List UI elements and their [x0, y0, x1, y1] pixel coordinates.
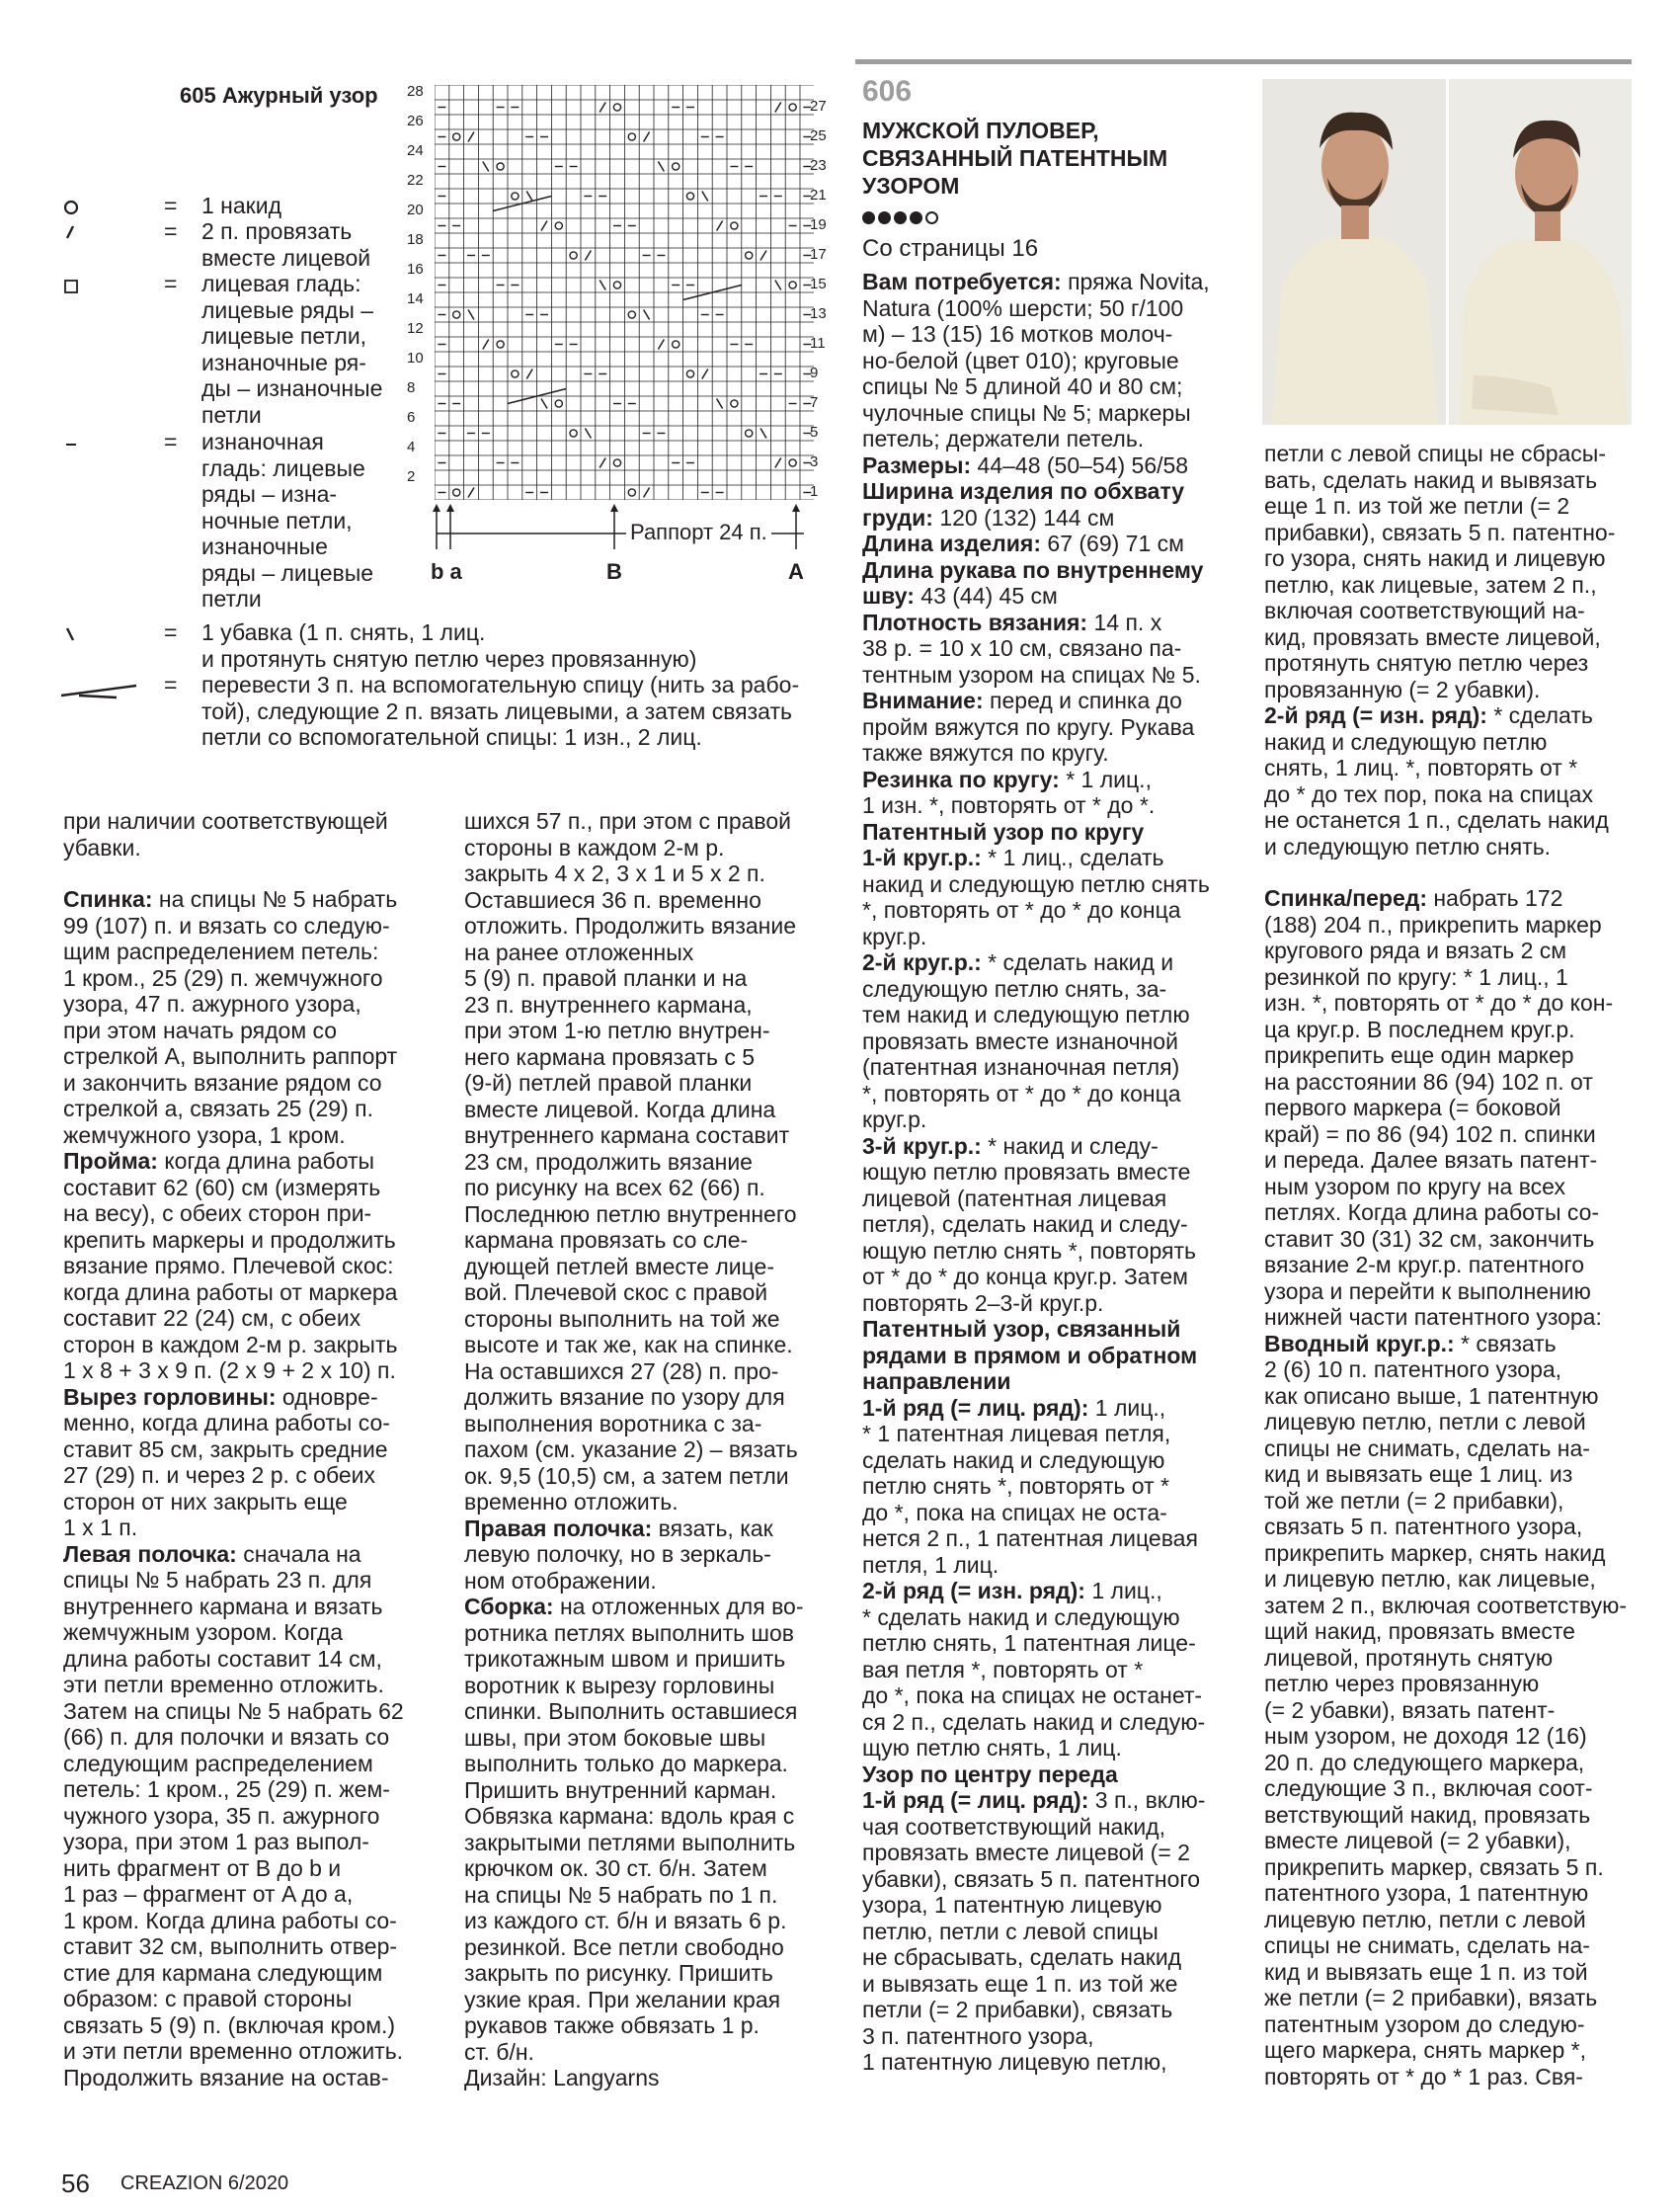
paragraph-heading: Сборка: — [464, 1594, 554, 1619]
chart-row-number: 11 — [810, 335, 826, 352]
paragraph — [63, 886, 458, 1148]
chart-yarn-over-mark — [789, 459, 796, 466]
text-column-left — [63, 808, 458, 2090]
legend-eq: = — [164, 619, 178, 645]
legend-text: изнаночная гладь: лицевые ряды – изна- ночные петли, изнаночные ряды – лицевые петли — [201, 429, 374, 612]
chart-yarn-over-mark — [570, 430, 577, 437]
paragraph-heading: Левая полочка: — [63, 1540, 237, 1567]
paragraph-heading: Патентный узор по кругу — [862, 818, 1145, 845]
paragraph-gap — [1264, 860, 1649, 885]
paragraph-text: * накид и следу- ющую петлю провязать вместе лицевой (патентная лицевая петля), сделать накид и следу- ющую петлю снять *, повторять от * до * до конца круг.р. Затем повторять 2–3-й круг.р. — [862, 1132, 1196, 1316]
chart-k2tog-mark — [526, 369, 532, 379]
chart-yarn-over-mark — [555, 400, 562, 407]
paragraph — [1264, 885, 1649, 1331]
paragraph-text: * связать 2 (6) 10 п. патентного узора, как описано выше, 1 патентную лицевую петлю, петли с левой спицы не снимать, сделать на- кид и вывязать еще 1 лиц. из той же петли (= 2 прибавки), связать 5 п. патентного узора, прикрепить маркер, снять накид и лицевую петлю, как лицевые, затем 2 п., включая соответствую- щий накид, провязать вместе лицевой, протянуть снятую петлю через провязанную (= 2 убавки), вязать патент- ным узором, не доходя 12 (16) 20 п. до следующего маркера, следующие 3 п., включая соот- ветствующий накид, провязать вместе лицевой (= 2 убавки), прикрепить маркер, связать 5 п. патентного узора, 1 патентную лицевую петлю, петли с левой спицы не снимать, сделать на- кид и вывязать еще 1 п. из той же петли (= 2 прибавки), вязать патентным узором до следую- щего маркера, снять маркер *, повторять от * до * 1 раз. Свя- — [1264, 1330, 1628, 2089]
paragraph-heading: Длина рукава по внутреннему шву: — [862, 556, 1204, 609]
paragraph-text: шихся 57 п., при этом с правой стороны в каждом 2-м р. закрыть 4 х 2, 3 х 1 и 5 х 2 п. Оставшиеся 36 п. временно отложить. Продолжить вязание на ранее отложенных 5 (9) п. правой планки и на 23 п. внутреннего кармана, при этом 1-ю петлю внутрен- него кармана провязать с 5 (9-й) петлей правой планки вместе лицевой. Когда длина внутреннего кармана составит 23 см, продолжить вязание по рисунку на всех 62 (66) п. Последнюю петлю внутреннего кармана провязать со сле- дующей петлей вместе лице- вой. Плечевой скос с правой стороны выполнить на той же высоте и так же, как на спинке. На оставшихся 27 (28) п. про- должить вязание по узору для выполнения воротника с за- пахом (см. указание 2) – вязать ок. 9,5 (10,5) см, а затем петли временно отложить. — [464, 808, 798, 1515]
chart-yarn-over-mark — [453, 311, 460, 318]
chart-skpo-mark — [600, 281, 605, 290]
chart-row-number: 6 — [407, 409, 416, 426]
chart-label-b-a: b a — [431, 559, 462, 584]
paragraph — [464, 1594, 849, 2065]
chart-skpo-mark — [541, 399, 547, 409]
text-column-middle — [464, 808, 849, 2091]
chart-row-number: 23 — [810, 157, 827, 174]
paragraph — [862, 478, 1257, 531]
chart-row-number: 4 — [407, 439, 416, 455]
section-divider — [855, 59, 1632, 64]
paragraph — [862, 531, 1257, 557]
chart-yarn-over-mark — [570, 252, 577, 259]
paragraph-text: сначала на спицы № 5 набрать 23 п. для внутреннего кармана и вязать жемчужным узором. Когда длина работы составит 14 см, эти петли временно отложить. Затем на спицы № 5 набрать 62 (66) п. для полочки и вязать со следующим распределением петель: 1 кром., 25 (29) п. жем- чужного узора, 35 п. ажурного узора, при этом 1 раз выпол- нить фрагмент от B до b и 1 раз – фрагмент от A до a, 1 кром. Когда длина работы со- ставит 32 см, выполнить отвер- стие для кармана следующим образом: с правой стороны связать 5 (9) п. (включая кром.) и эти петли временно отложить. Продолжить вязание на остав- — [63, 1540, 404, 2090]
paragraph — [63, 1148, 458, 1384]
chart-row-number: 17 — [810, 246, 827, 263]
paragraph — [63, 1541, 458, 2091]
paragraph-text: 1 лиц., * 1 патентная лицевая петля, сделать накид и следующую петлю снять *, повторять от * до *, пока на спицах не оста- нется 2 п., 1 патентная лицевая петля, 1 лиц. — [862, 1394, 1198, 1578]
chart-k2tog-mark — [658, 340, 664, 350]
chart-skpo-mark — [717, 399, 723, 409]
chart-skpo-mark — [702, 192, 708, 202]
legend-text: 1 накид — [201, 193, 282, 218]
paragraph-text: петли с левой спицы не сбрасы- вать, сделать накид и вывязать еще 1 п. из той же петли (= 2 прибавки), связать 5 п. патентно- го узора, снять накид и лицевую петлю, как лицевые, затем 2 п., включая соответствующий на- кид, провязать вместе лицевой, протянуть снятую петлю через провязанную (= 2 убавки). — [1264, 441, 1616, 702]
paragraph — [464, 1516, 849, 1595]
legend-text: перевести 3 п. на вспомогательную спицу (нить за рабо- той), следующие 2 п. вязать лицевыми, а затем связать петли со вспомогательной спицы: 1 изн., 2 лиц. — [201, 672, 800, 750]
legend-text: лицевая гладь: лицевые ряды – лицевые петли, изнаночные ря- ды – изнаночные петли — [201, 271, 383, 428]
chart-row-number: 5 — [810, 424, 819, 441]
paragraph — [862, 1761, 1257, 1788]
text-column-right-2 — [1264, 441, 1649, 2089]
chart-yarn-over-mark — [731, 222, 738, 229]
paragraph-heading: 3-й круг.р.: — [862, 1132, 982, 1159]
legend-text: 1 убавка (1 п. снять, 1 лиц. и протянуть снятую петлю через провязанную) — [201, 619, 697, 672]
chart-row-number: 28 — [407, 83, 424, 100]
chart-yarn-over-mark — [746, 430, 753, 437]
chart-grid — [435, 85, 814, 500]
paragraph-heading: 1-й ряд (= лиц. ряд): — [862, 1787, 1089, 1813]
paragraph — [862, 1316, 1257, 1395]
chart-yarn-over-mark — [453, 489, 460, 496]
article-title: МУЖСКОЙ ПУЛОВЕР, СВЯЗАННЫЙ ПАТЕНТНЫМ УЗОРОМ — [862, 118, 1168, 199]
chart-row-number: 25 — [810, 127, 827, 144]
paragraph-text: когда длина работы составит 62 (60) см (измерять на весу), с обеих сторон при- крепить маркеры и продолжить вязание прямо. Плечевой скос: когда длина работы от маркера составит 22 (24) см, с обеих сторон в каждом 2-м р. закрыть 1 х 8 + 3 х 9 п. (2 х 9 + 2 х 10) п. — [63, 1148, 398, 1383]
chart-skpo-mark — [585, 429, 591, 439]
paragraph — [862, 269, 1257, 452]
legend-eq: = — [164, 429, 178, 454]
chart-k2tog-mark — [775, 103, 781, 113]
paragraph — [862, 1133, 1257, 1317]
chart-row-number: 27 — [810, 98, 827, 115]
chart-yarn-over-mark — [628, 489, 635, 496]
paragraph-text: пряжа Novita, Natura (100% шерсти; 50 г/100 м) – 13 (15) 16 мотков молоч- но-белой (цвет 010); круговые спицы № 5 длиной 40 и 80 см; чулочные спицы № 5; маркеры петель; держатели петель. — [862, 269, 1210, 451]
chart-row-number: 24 — [407, 142, 424, 159]
paragraph-heading: 2-й ряд (= изн. ряд): — [862, 1578, 1085, 1603]
paragraph — [862, 610, 1257, 689]
chart-skpo-mark — [644, 310, 650, 320]
legend-eq: = — [164, 271, 178, 296]
paragraph-text: * 1 лиц., сделать накид и следующую петлю снять *, повторять от * до * до конца круг.р. — [862, 845, 1210, 949]
chart-yarn-over-mark — [746, 252, 753, 259]
chart-row-number: 9 — [810, 365, 819, 381]
paragraph-heading: Спинка: — [63, 886, 153, 912]
paragraph-gap — [63, 860, 458, 886]
chart-label-A: A — [788, 559, 804, 584]
article-number: 606 — [862, 75, 913, 108]
chart-row-number: 22 — [407, 172, 424, 189]
chart-row-number: 1 — [810, 483, 819, 500]
paragraph-heading: Вводный круг.р.: — [1264, 1330, 1455, 1356]
chart-row-number: 15 — [810, 276, 827, 292]
chart-k2tog-mark — [600, 103, 605, 113]
repeat-label: Раппорт 24 п. — [626, 520, 771, 545]
knit-square-icon — [57, 273, 85, 300]
pattern-605-title: 605 Ажурный узор — [180, 83, 378, 108]
chart-yarn-over-mark — [686, 370, 693, 377]
difficulty-dot-filled-icon — [894, 211, 907, 224]
text-column-right-1 — [862, 269, 1257, 2076]
legend-text: 2 п. провязать вместе лицевой — [201, 218, 371, 271]
chart-k2tog-mark — [541, 221, 547, 231]
paragraph-heading: Пройма: — [63, 1148, 158, 1174]
paragraph-text: Дизайн: Langyarns — [464, 2065, 660, 2090]
chart-row-number: 14 — [407, 290, 424, 307]
chart-yarn-over-mark — [628, 133, 635, 140]
from-page-note: Со страницы 16 — [862, 235, 1039, 262]
chart-yarn-over-mark — [789, 104, 796, 111]
legend-eq: = — [164, 672, 178, 697]
chart-k2tog-mark — [600, 458, 605, 468]
paragraph-text: 44–48 (50–54) 56/58 — [971, 451, 1189, 478]
paragraph-text: на спицы № 5 набрать 99 (107) п. и вязать со следую- щим распределением петель: 1 кром., 25 (29) п. жемчужного узора, 47 п. ажурного узора, при этом начать рядом со стрелкой A, выполнить раппорт и закончить вязание рядом со стрелкой a, связать 25 (29) п. жемчужного узора, 1 кром. — [63, 886, 398, 1148]
paragraph-text: 1 лиц., * сделать накид и следующую петлю снять, 1 патентная лице- вая петля *, повторять от * до *, пока на спицах не останет- ся 2 п., сделать накид и следую- щую петлю снять, 1 лиц. — [862, 1578, 1206, 1761]
chart-yarn-over-mark — [512, 370, 519, 377]
yarn-over-circle-icon — [57, 194, 85, 221]
paragraph-heading: Спинка/перед: — [1264, 885, 1428, 911]
paragraph-text: 14 п. х 38 р. = 10 х 10 см, связано па- тентным узором на спицах № 5. — [862, 609, 1201, 688]
difficulty-rating — [862, 211, 938, 224]
difficulty-dot-filled-icon — [862, 211, 875, 224]
paragraph-text: * 1 лиц., 1 изн. *, повторять от * до *. — [862, 766, 1156, 818]
chart-k2tog-mark — [702, 369, 708, 379]
paragraph-heading: 1-й ряд (= лиц. ряд): — [862, 1394, 1089, 1421]
chart-yarn-over-mark — [613, 104, 620, 111]
chart-yarn-over-mark — [453, 133, 460, 140]
chart-yarn-over-mark — [497, 341, 504, 348]
paragraph-heading: Узор по центру переда — [862, 1761, 1118, 1787]
chart-yarn-over-mark — [497, 163, 504, 170]
paragraph — [862, 1787, 1257, 2076]
chart-yarn-over-mark — [628, 311, 635, 318]
paragraph-text: 3 п., вклю- чая соответствующий накид, провязать вместе лицевой (= 2 убавки), связать 5 п. патентного узора, 1 патентную лицевую петлю, петли с левой спицы не сбрасывать, сделать накид и вывязать еще 1 п. из той же петли (= 2 прибавки), связать 3 п. патентного узора, 1 патентную лицевую петлю, — [862, 1787, 1206, 2075]
chart-row-number: 20 — [407, 202, 424, 218]
chart-row-number: 16 — [407, 261, 424, 278]
chart-yarn-over-mark — [673, 163, 680, 170]
paragraph-heading: Правая полочка: — [464, 1515, 653, 1541]
paragraph-text: на отложенных для во- ротника петлях выполнить шов трикотажным швом и пришить воротник к вырезу горловины спинки. Выполнить оставшиеся швы, при этом боковые швы выполнить только до маркера. Пришить внутренний карман. Обвязка кармана: вдоль края с закрытыми петлями выполнить крючком ок. 30 ст. б/н. Затем на спицы № 5 набрать по 1 п. из каждого ст. б/н и вязать 6 р. резинкой. Все петли свободно закрыть по рисунку. Пришить узкие края. При желании края рукавов также обвязать 1 р. ст. б/н. — [464, 1594, 804, 2065]
chart-k2tog-mark — [717, 221, 723, 231]
chart-k2tog-mark — [644, 132, 650, 142]
chart-skpo-mark — [468, 310, 474, 320]
chart-skpo-mark — [760, 429, 766, 439]
chart-k2tog-mark — [760, 251, 766, 261]
page-number: 56 — [61, 2169, 90, 2198]
chart-yarn-over-mark — [613, 282, 620, 288]
paragraph — [63, 808, 458, 860]
paragraph — [862, 767, 1257, 819]
cable-cross-icon — [57, 678, 140, 705]
chart-row-number: 26 — [407, 113, 424, 129]
paragraph-text: 43 (44) 45 см — [914, 583, 1058, 609]
paragraph-heading: 1-й круг.р.: — [862, 845, 982, 870]
chart-yarn-over-mark — [686, 193, 693, 200]
chart-skpo-mark — [775, 281, 781, 290]
chart-row-number: 13 — [810, 305, 827, 322]
paragraph-text: вязать, как левую полочку, но в зеркаль- ном отображении. — [464, 1515, 773, 1594]
purl-dash-icon — [57, 431, 85, 458]
chart-row-number: 8 — [407, 379, 416, 396]
paragraph-heading: 2-й круг.р.: — [862, 949, 982, 975]
chart-row-number: 10 — [407, 350, 424, 367]
paragraph-heading: Вырез горловины: — [63, 1383, 277, 1410]
paragraph-text: при наличии соответствующей убавки. — [63, 808, 388, 860]
paragraph — [1264, 1331, 1649, 2090]
paragraph-text: набрать 172 (188) 204 п., прикрепить маркер кругового ряда и вязать 2 см резинкой по кругу: * 1 лиц., 1 изн. *, повторять от * до * до кон- ца круг.р. В последнем круг.р. прикрепить еще один маркер на расстоянии 86 (94) 102 п. от первого маркера (= боковой край) = по 86 (94) 102 п. спинки и переда. Далее вязать патент- ным узором по кругу на всех петлях. Когда длина работы со- ставит 30 (31) 32 см, закончить вязание 2-м круг.р. патентного узора и перейти к выполнению нижней части патентного узора: — [1264, 885, 1614, 1330]
paragraph-heading: Ширина изделия по обхвату груди: — [862, 478, 1185, 531]
magazine-issue: CREAZION 6/2020 — [120, 2172, 289, 2194]
chart-yarn-over-mark — [613, 459, 620, 466]
paragraph-heading: 2-й ряд (= изн. ряд): — [1264, 702, 1487, 728]
chart-yarn-over-mark — [731, 400, 738, 407]
difficulty-dot-filled-icon — [910, 211, 922, 224]
paragraph-text: 120 (132) 144 см — [932, 504, 1115, 531]
paragraph-text: * сделать накид и следующую петлю снять, 1 лиц. *, повторять от * до * до тех пор, пока на спицах не останется 1 п., сделать накид и следующую петлю снять. — [1264, 702, 1609, 860]
chart-yarn-over-mark — [673, 341, 680, 348]
paragraph-heading: Патентный узор, связанный рядами в прямом и обратном направлении — [862, 1316, 1198, 1394]
legend-eq: = — [164, 218, 178, 244]
chart-k2tog-mark — [468, 132, 474, 142]
paragraph — [464, 808, 849, 1516]
chart-k2tog-mark — [468, 488, 474, 498]
chart-k2tog-mark — [644, 488, 650, 498]
chart-skpo-mark — [526, 192, 532, 202]
paragraph-text: * сделать накид и следующую петлю снять, за- тем накид и следующую петлю провязать вместе изнаночной (патентная изнаночная петля) *, повторять от * до * до конца круг.р. — [862, 949, 1190, 1132]
chart-yarn-over-mark — [789, 282, 796, 288]
paragraph — [862, 557, 1257, 610]
difficulty-dot-empty-icon — [925, 211, 938, 224]
chart-label-B: B — [606, 559, 622, 584]
paragraph — [862, 819, 1257, 846]
chart-row-number: 7 — [810, 394, 819, 411]
paragraph-text: перед и спинка до пройм вяжутся по кругу. Рукава также вяжутся по кругу. — [862, 688, 1195, 766]
chart-yarn-over-mark — [555, 222, 562, 229]
chart-row-number: 21 — [810, 187, 827, 204]
chart-row-number: 19 — [810, 216, 827, 233]
chart-row-number: 12 — [407, 320, 424, 337]
paragraph — [862, 688, 1257, 767]
paragraph — [862, 1578, 1257, 1761]
skpo-backslash-icon — [57, 620, 85, 648]
paragraph — [1264, 441, 1649, 702]
chart-k2tog-mark — [775, 458, 781, 468]
paragraph — [464, 2065, 849, 2091]
paragraph-text: 67 (69) 71 см — [1041, 531, 1184, 556]
chart-row-number: 2 — [407, 468, 416, 485]
chart-k2tog-mark — [585, 251, 591, 261]
paragraph — [862, 845, 1257, 949]
chart-k2tog-mark — [483, 340, 489, 350]
chart-yarn-over-mark — [512, 193, 519, 200]
paragraph — [862, 452, 1257, 479]
chart-skpo-mark — [483, 162, 489, 172]
paragraph — [63, 1384, 458, 1541]
paragraph-heading: Резинка по кругу: — [862, 766, 1060, 792]
paragraph-heading: Внимание: — [862, 688, 984, 713]
paragraph-heading: Плотность вязания: — [862, 609, 1088, 635]
difficulty-dot-filled-icon — [878, 211, 891, 224]
chart-skpo-mark — [658, 162, 664, 172]
chart-row-number: 3 — [810, 453, 819, 470]
paragraph-text: одновре- менно, когда длина работы со- ставит 85 см, закрыть средние 27 (29) п. и через 2 р. с обеих сторон от них закрыть еще 1 х 1 п. — [63, 1383, 390, 1540]
chart-row-number: 18 — [407, 231, 424, 248]
k2tog-slash-icon — [57, 218, 85, 246]
paragraph-heading: Длина изделия: — [862, 531, 1042, 556]
paragraph-heading: Размеры: — [862, 451, 972, 478]
paragraph-heading: Вам потребуется: — [862, 269, 1062, 294]
paragraph — [1264, 702, 1649, 860]
paragraph — [862, 1395, 1257, 1579]
paragraph — [862, 949, 1257, 1133]
legend-eq: = — [164, 193, 178, 218]
sweater-photo — [1262, 79, 1632, 425]
